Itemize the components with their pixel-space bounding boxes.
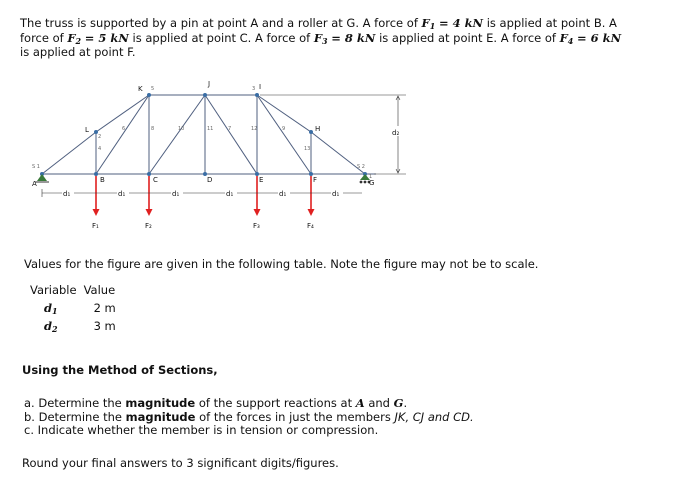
- f2-symbol: $F_2$: [67, 31, 82, 46]
- member-JE: [205, 95, 257, 174]
- f1-value: = 4 kN: [438, 16, 484, 30]
- problem-sentence-1: The truss is supported by a pin at point A and a roller at G. A force of: [20, 16, 418, 30]
- header-variable: Variable: [30, 283, 77, 297]
- after-f3: is applied at point E. A force of: [379, 31, 556, 45]
- label-C: C: [153, 176, 158, 184]
- label-E: E: [259, 176, 264, 184]
- task-b: b. Determine the magnitude of the forces in just the members JK, CJ and CD.: [24, 409, 474, 424]
- f3-value: = 8 kN: [331, 31, 376, 45]
- label-K: K: [138, 85, 143, 93]
- task-c: c. Indicate whether the member is in tension or compression.: [24, 423, 379, 437]
- d1-label: d₁: [63, 190, 71, 198]
- label-B: B: [100, 176, 105, 184]
- node-I: [255, 93, 259, 97]
- after-f2: is applied at point C. A force of: [132, 31, 311, 45]
- label-L: L: [85, 126, 89, 134]
- method-heading: Using the Method of Sections,: [22, 363, 218, 377]
- value-cell: 3 m: [93, 319, 116, 333]
- member-number: 7: [228, 126, 232, 132]
- label-J: J: [208, 80, 211, 88]
- member-number: 9: [282, 126, 286, 132]
- member-AL: [42, 132, 96, 174]
- d2-dimension: [260, 95, 406, 174]
- label-F: F: [313, 176, 318, 184]
- member-BK: [96, 95, 149, 174]
- force-label-f1: F₁: [92, 222, 99, 230]
- d1-label: d₁: [279, 190, 287, 198]
- force-of-text: force of: [20, 31, 64, 45]
- variable-cell: $d_1$: [44, 301, 58, 316]
- d2-label: d₂: [392, 129, 400, 137]
- value-cell: 2 m: [93, 301, 116, 315]
- f4-symbol: $F_4$: [559, 31, 574, 46]
- member-number: 10: [178, 126, 185, 132]
- table-row: [30, 299, 123, 317]
- label-G: G: [369, 179, 375, 187]
- f3-symbol: $F_3$: [313, 31, 328, 46]
- table-header-row: [30, 281, 123, 299]
- member-number: 4: [98, 146, 102, 152]
- problem-line-3: is applied at point F.: [20, 45, 136, 59]
- f4-value: = 6 kN: [577, 31, 622, 45]
- member-CJ: [149, 95, 205, 174]
- d1-dimensions: [42, 189, 362, 197]
- truss-members: [42, 95, 376, 174]
- member-number: 8: [151, 126, 155, 132]
- member-number: 5: [151, 86, 155, 92]
- f2-value: = 5 kN: [84, 31, 129, 45]
- pin-support: [35, 174, 49, 182]
- problem-line-2: [20, 32, 621, 45]
- member-IF: [257, 95, 311, 174]
- d1-label: d₁: [172, 190, 180, 198]
- label-H: H: [315, 125, 321, 133]
- variable-cell: $d_2$: [44, 319, 58, 334]
- node-K: [147, 93, 151, 97]
- d1-label: d₁: [118, 190, 126, 198]
- table-note: Values for the figure are given in the following table. Note the figure may not be to scale.: [24, 257, 539, 271]
- node-J: [203, 93, 207, 97]
- label-A: A: [32, 180, 37, 188]
- force-label-f4: F₄: [307, 222, 314, 230]
- support-label: S 2: [357, 164, 365, 170]
- node-B: [94, 172, 98, 176]
- member-number: 11: [207, 126, 214, 132]
- values-table: [30, 281, 123, 335]
- label-D: D: [207, 176, 213, 184]
- d1-label: d₁: [332, 190, 340, 198]
- member-number: 6: [122, 126, 126, 132]
- force-label-f2: F₂: [145, 222, 152, 230]
- rounding-instruction: Round your final answers to 3 significant digits/figures.: [22, 456, 339, 470]
- node-H: [309, 130, 313, 134]
- member-number: 12: [251, 126, 258, 132]
- member-number: 2: [98, 134, 102, 140]
- task-a: a. Determine the magnitude of the support reactions at A and G.: [24, 396, 408, 410]
- support-label: S 1: [32, 164, 40, 170]
- after-f1: is applied at point B. A: [486, 16, 617, 30]
- force-label-f3: F₃: [253, 222, 260, 230]
- truss-nodes: [40, 93, 367, 176]
- node-C: [147, 172, 151, 176]
- table-row: [30, 317, 123, 335]
- f1-symbol: $F_1$: [421, 16, 436, 31]
- problem-line-1: [20, 17, 617, 30]
- member-number: 3: [252, 86, 256, 92]
- truss-figure: [28, 78, 428, 238]
- d1-label: d₁: [226, 190, 234, 198]
- header-value: Value: [83, 283, 116, 297]
- member-number: 1: [369, 174, 373, 180]
- member-number: 13: [304, 146, 311, 152]
- label-I: I: [259, 83, 262, 91]
- task-list: [24, 397, 474, 438]
